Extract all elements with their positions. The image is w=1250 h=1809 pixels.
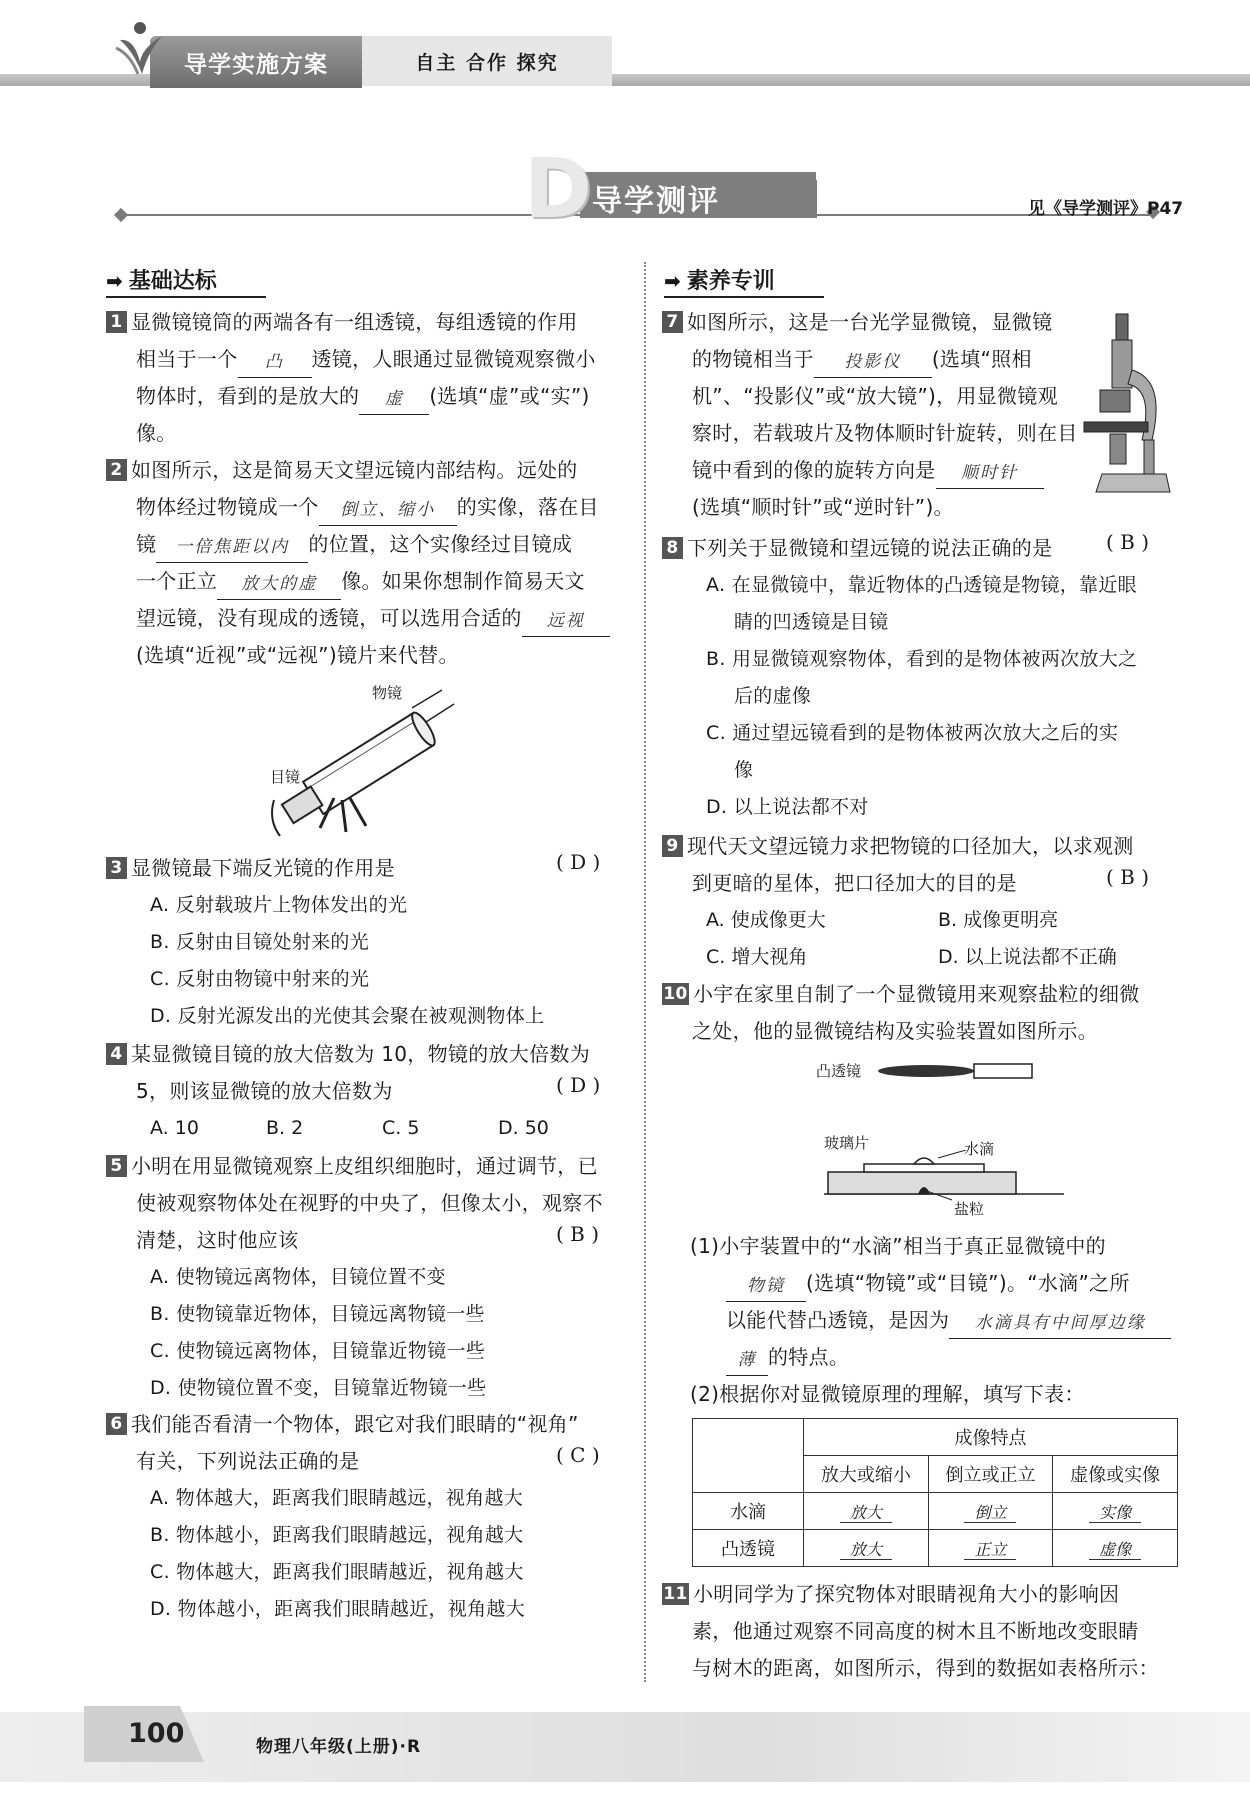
q11-text-1: 小明同学为了探究物体对眼睛视角大小的影响因	[693, 1582, 1120, 1606]
table-row-label: 凸透镜	[693, 1530, 804, 1567]
q7-text-1: 如图所示，这是一台光学显微镜，显微镜	[687, 310, 1053, 334]
question-5	[106, 1148, 626, 1407]
column-divider	[644, 262, 646, 1682]
q6-option-b[interactable]: B. 物体越小，距离我们眼睛越远，视角越大	[150, 1524, 524, 1546]
q5-text-2: 使被观察物体处在视野的中央了，但像太小，观察不	[136, 1191, 603, 1215]
q5-text-1: 小明在用显微镜观察上皮组织细胞时，通过调节，已	[131, 1154, 598, 1178]
table-cell-answer[interactable]: 放大	[840, 1540, 892, 1560]
question-number: 11	[663, 1584, 688, 1604]
telescope-figure	[262, 680, 472, 840]
question-number: 3	[106, 857, 127, 879]
q6-option-a[interactable]: A. 物体越大，距离我们眼睛越远，视角越大	[150, 1487, 524, 1509]
question-4	[106, 1036, 626, 1110]
page-number: 100	[128, 1718, 185, 1749]
table-cell-answer[interactable]: 虚像	[1089, 1540, 1141, 1560]
q8-option-b-cont: 后的虚像	[734, 685, 812, 707]
q2-text-7: 像。如果你想制作简易天文	[341, 569, 585, 593]
right-column-heading	[664, 264, 775, 295]
q7-text-7: (选填“顺时针”或“逆时针”)。	[692, 495, 954, 519]
table-cell-answer[interactable]: 正立	[964, 1540, 1016, 1560]
q10-p1-text-3: 以能代替凸透镜，是因为	[726, 1308, 950, 1332]
q5-option-d[interactable]: D. 使物镜位置不变，目镜靠近物镜一些	[150, 1377, 487, 1399]
q4-option-d[interactable]: D. 50	[498, 1117, 549, 1139]
q9-answer: ( B )	[1106, 865, 1150, 889]
table-col-header: 放大或缩小	[804, 1456, 929, 1493]
left-heading-underline	[106, 296, 266, 298]
right-heading-text: 素养专训	[686, 269, 775, 294]
q6-answer: ( C )	[556, 1443, 600, 1467]
question-1	[106, 304, 626, 452]
arrow-right-icon: ➡	[106, 269, 123, 293]
q3-stem: 显微镜最下端反光镜的作用是	[131, 856, 395, 880]
q3-option-d[interactable]: D. 反射光源发出的光使其会聚在被观测物体上	[150, 1005, 545, 1027]
question-number: 7	[662, 311, 683, 333]
q7-text-4: 机”、“投影仪”或“放大镜”)，用显微镜观	[692, 384, 1058, 408]
q5-text-3: 清楚，这时他应该	[136, 1228, 299, 1252]
q9-option-d[interactable]: D. 以上说法都不正确	[938, 946, 1117, 968]
q3-option-b[interactable]: B. 反射由目镜处射来的光	[150, 931, 370, 953]
q2-text-2: 物体经过物镜成一个	[136, 495, 319, 519]
q3-option-a[interactable]: A. 反射载玻片上物体发出的光	[150, 894, 408, 916]
question-10-part-2: (2)根据你对显微镜原理的理解，填写下表：	[690, 1382, 1085, 1406]
q2-text-5: 的位置，这个实像经过目镜成	[308, 532, 573, 556]
q8-option-c-cont: 像	[734, 759, 754, 781]
q2-text-4: 镜	[136, 532, 157, 556]
q11-text-2: 素，他通过观察不同高度的树木且不断地改变眼睛	[692, 1619, 1139, 1643]
q5-answer: ( B )	[556, 1222, 600, 1246]
q8-option-b[interactable]: B. 用显微镜观察物体，看到的是物体被两次放大之	[706, 648, 1138, 670]
book-title: 物理八年级(上册)·R	[256, 1737, 422, 1757]
section-rule-dot-left	[114, 208, 128, 222]
q4-text-1: 某显微镜目镜的放大倍数为 10，物镜的放大倍数为	[131, 1042, 591, 1066]
q9-text-1: 现代天文望远镜力求把物镜的口径加大，以求观测	[687, 834, 1134, 858]
section-letter: D	[524, 142, 593, 237]
q2-answer-2[interactable]: 一倍焦距以内	[156, 532, 308, 563]
label-convex-lens: 凸透镜	[816, 1062, 862, 1080]
q10-answer-2-cont[interactable]: 薄	[726, 1345, 768, 1376]
q7-text-6: 镜中看到的像的旋转方向是	[692, 458, 936, 482]
q10-p1-text-2: (选填“物镜”或“目镜”)。“水滴”之所	[806, 1271, 1130, 1295]
q4-option-b[interactable]: B. 2	[266, 1117, 304, 1139]
q7-text-2: 的物镜相当于	[692, 347, 814, 371]
q6-text-2: 有关，下列说法正确的是	[136, 1449, 360, 1473]
banner-title: 导学实施方案	[184, 52, 328, 78]
q8-answer: ( B )	[1106, 530, 1150, 554]
imaging-table	[692, 1418, 1178, 1567]
q4-option-a[interactable]: A. 10	[150, 1117, 199, 1139]
q10-text-1: 小宇在家里自制了一个显微镜用来观察盐粒的细微	[693, 982, 1140, 1006]
q2-answer-4[interactable]: 远视	[522, 606, 610, 637]
q11-text-3: 与树木的距离，如图所示，得到的数据如表格所示：	[692, 1656, 1159, 1680]
q6-option-d[interactable]: D. 物体越小，距离我们眼睛越近，视角越大	[150, 1598, 526, 1620]
question-number: 9	[662, 835, 683, 857]
question-3	[106, 850, 626, 1035]
q1-text-1: 显微镜镜筒的两端各有一组透镜，每组透镜的作用	[131, 310, 578, 334]
q4-answer: ( D )	[556, 1073, 601, 1097]
q2-text-8: 望远镜，没有现成的透镜，可以选用合适的	[136, 606, 522, 630]
q9-text-2: 到更暗的星体，把口径加大的目的是	[692, 871, 1017, 895]
table-row	[693, 1530, 1178, 1567]
table-row-label: 水滴	[693, 1493, 804, 1530]
q8-option-d[interactable]: D. 以上说法都不对	[706, 796, 869, 818]
q2-text-9: (选填“近视”或“远视”)镜片来代替。	[136, 643, 459, 667]
question-number: 4	[106, 1043, 127, 1065]
arrow-right-icon: ➡	[664, 269, 681, 293]
q7-answer-2[interactable]: 顺时针	[936, 458, 1044, 489]
table-cell-answer[interactable]: 放大	[840, 1503, 892, 1523]
banner-subtitle: 自主 合作 探究	[415, 52, 559, 74]
q10-answer-2[interactable]: 水滴具有中间厚边缘	[949, 1308, 1171, 1339]
q1-text-2: 相当于一个	[136, 347, 238, 371]
q8-option-c[interactable]: C. 通过望远镜看到的是物体被两次放大之后的实	[706, 722, 1119, 744]
question-10	[662, 976, 1182, 1050]
question-number: 8	[662, 537, 683, 559]
question-number: 6	[106, 1413, 127, 1435]
q10-answer-1[interactable]: 物镜	[726, 1271, 806, 1302]
q1-text-3: 透镜，人眼通过显微镜观察微小	[311, 347, 596, 371]
q8-option-a[interactable]: A. 在显微镜中，靠近物体的凸透镜是物镜，靠近眼	[706, 574, 1137, 596]
microscope-figure	[1082, 310, 1174, 500]
section-reference: 见《导学测评》P47	[1028, 199, 1184, 219]
q1-answer-2[interactable]: 虚	[359, 384, 429, 415]
q10-p1-text-4: 的特点。	[768, 1345, 850, 1369]
q7-answer-1[interactable]: 投影仪	[814, 347, 932, 378]
question-6	[106, 1406, 626, 1628]
question-7	[662, 304, 1092, 526]
water-drop-setup-figure	[824, 1150, 1064, 1202]
question-2	[106, 452, 626, 674]
q9-option-a[interactable]: A. 使成像更大	[706, 909, 826, 931]
q7-text-3: (选填“照相	[931, 347, 1032, 371]
question-11	[662, 1576, 1182, 1687]
question-number: 1	[106, 311, 127, 333]
question-number: 2	[106, 459, 127, 481]
left-column-heading	[106, 264, 217, 295]
q5-option-b[interactable]: B. 使物镜靠近物体，目镜远离物镜一些	[150, 1303, 485, 1325]
q10-text-2: 之处，他的显微镜结构及实验装置如图所示。	[692, 1019, 1098, 1043]
right-heading-underline	[664, 296, 824, 298]
q2-text-6: 一个正立	[136, 569, 218, 593]
question-10-part-1	[690, 1228, 1190, 1376]
table-group-header: 成像特点	[804, 1419, 1178, 1456]
q6-option-c[interactable]: C. 物体越大，距离我们眼睛越近，视角越大	[150, 1561, 524, 1583]
section-title-bar	[812, 180, 817, 218]
q8-stem: 下列关于显微镜和望远镜的说法正确的是	[687, 536, 1053, 560]
q10-p1-text-1: (1)小宇装置中的“水滴”相当于真正显微镜中的	[690, 1234, 1106, 1258]
q9-option-c[interactable]: C. 增大视角	[706, 946, 808, 968]
q7-text-5: 察时，若载玻片及物体顺时针旋转，则在目	[692, 421, 1078, 445]
label-eyepiece: 目镜	[270, 768, 301, 786]
q2-text-1: 如图所示，这是简易天文望远镜内部结构。远处的	[131, 458, 578, 482]
sprout-logo-icon	[112, 18, 168, 80]
table-row	[693, 1493, 1178, 1530]
q1-text-4: 物体时，看到的是放大的	[136, 384, 360, 408]
q8-option-a-cont: 睛的凹透镜是目镜	[734, 611, 889, 633]
table-cell-answer[interactable]: 倒立	[964, 1503, 1016, 1523]
question-8	[662, 530, 1182, 826]
convex-lens-figure	[876, 1060, 1036, 1082]
q1-answer-1[interactable]: 凸	[238, 347, 312, 378]
q4-text-2: 5，则该显微镜的放大倍数为	[136, 1079, 393, 1103]
table-col-header: 虚像或实像	[1053, 1456, 1178, 1493]
question-9	[662, 828, 1182, 902]
table-cell-answer[interactable]: 实像	[1089, 1503, 1141, 1523]
q3-answer: ( D )	[556, 850, 601, 874]
q2-text-3: 的实像，落在目	[456, 495, 599, 519]
q6-text-1: 我们能否看清一个物体，跟它对我们眼睛的“视角”	[131, 1412, 579, 1436]
label-water-drop: 水滴	[964, 1140, 995, 1158]
q5-option-a[interactable]: A. 使物镜远离物体，目镜位置不变	[150, 1266, 446, 1288]
q3-option-c[interactable]: C. 反射由物镜中射来的光	[150, 968, 370, 990]
table-corner	[693, 1419, 804, 1493]
q2-answer-1[interactable]: 倒立、缩小	[319, 495, 457, 526]
label-objective: 物镜	[372, 684, 403, 702]
q2-answer-3[interactable]: 放大的虚	[217, 569, 341, 600]
section-title: 导学测评	[592, 184, 720, 219]
q4-option-c[interactable]: C. 5	[382, 1117, 420, 1139]
q1-text-6: 像。	[136, 421, 177, 445]
label-glass-slide: 玻璃片	[824, 1134, 870, 1152]
table-col-header: 倒立或正立	[928, 1456, 1053, 1493]
q9-option-b[interactable]: B. 成像更明亮	[938, 909, 1059, 931]
label-salt-grain: 盐粒	[954, 1200, 985, 1218]
q1-text-5: (选填“虚”或“实”)	[429, 384, 590, 408]
question-number: 10	[663, 984, 688, 1004]
question-number: 5	[106, 1155, 127, 1177]
left-heading-text: 基础达标	[128, 269, 217, 294]
q5-option-c[interactable]: C. 使物镜远离物体，目镜靠近物镜一些	[150, 1340, 486, 1362]
